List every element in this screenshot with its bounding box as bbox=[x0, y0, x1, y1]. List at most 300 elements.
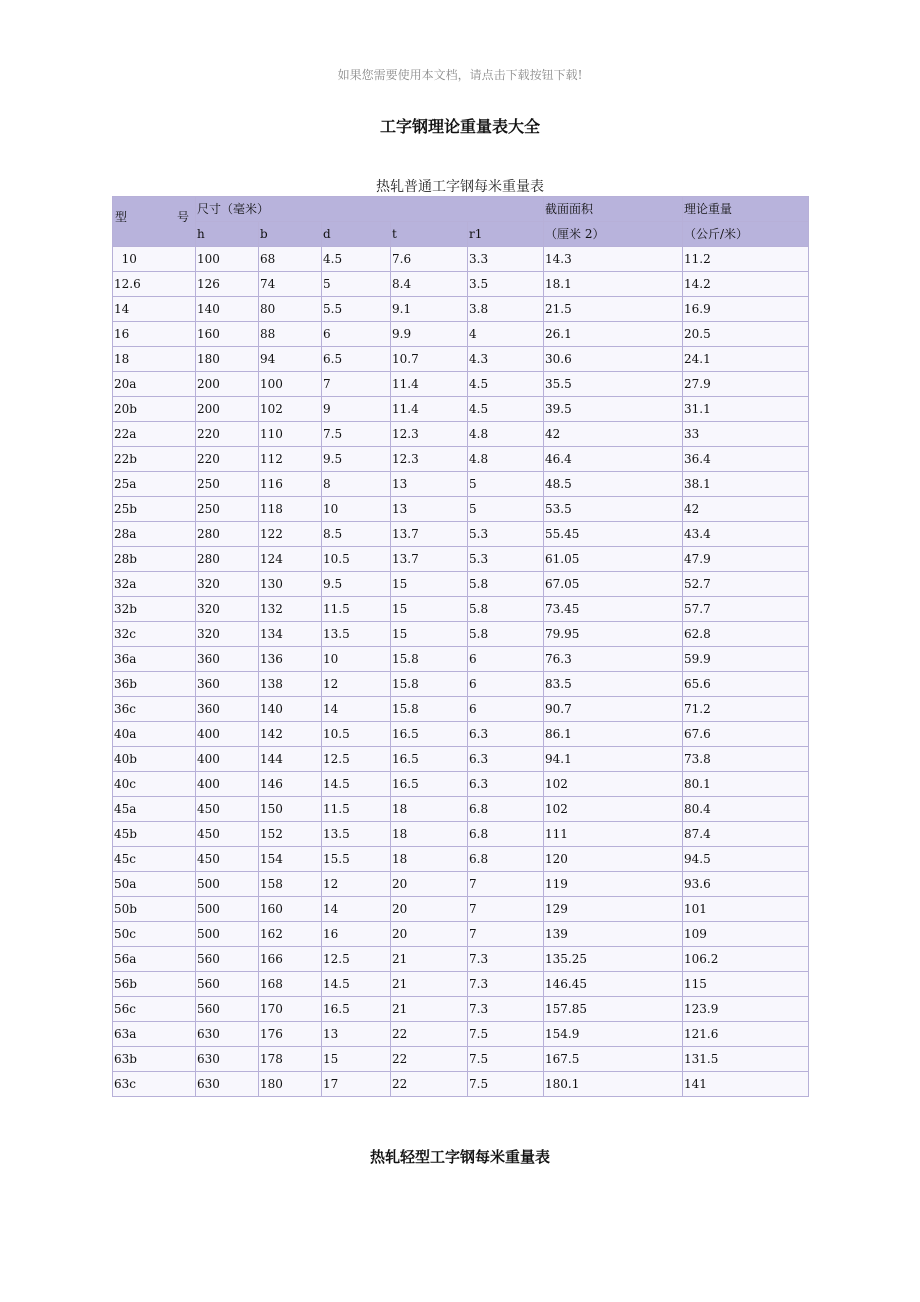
t-column-header: t bbox=[391, 222, 468, 247]
r1-cell: 4.5 bbox=[468, 397, 544, 422]
b-cell: 140 bbox=[259, 697, 322, 722]
h-cell: 500 bbox=[196, 922, 259, 947]
weight-cell: 109 bbox=[683, 922, 809, 947]
model-cell: 63a bbox=[113, 1022, 196, 1047]
model-cell: 40b bbox=[113, 747, 196, 772]
model-cell: 20a bbox=[113, 372, 196, 397]
h-cell: 160 bbox=[196, 322, 259, 347]
table-row bbox=[113, 997, 809, 1022]
t-cell: 15.8 bbox=[391, 697, 468, 722]
weight-cell: 47.9 bbox=[683, 547, 809, 572]
table-row bbox=[113, 447, 809, 472]
area-cell: 157.85 bbox=[544, 997, 683, 1022]
model-cell: 45b bbox=[113, 822, 196, 847]
h-cell: 250 bbox=[196, 497, 259, 522]
model-cell: 20b bbox=[113, 397, 196, 422]
h-cell: 126 bbox=[196, 272, 259, 297]
model-header-char-1: 型 bbox=[115, 210, 128, 224]
d-column-header: d bbox=[322, 222, 391, 247]
table-row bbox=[113, 772, 809, 797]
d-cell: 15 bbox=[322, 1047, 391, 1072]
area-cell: 90.7 bbox=[544, 697, 683, 722]
weight-cell: 94.5 bbox=[683, 847, 809, 872]
model-cell: 32b bbox=[113, 597, 196, 622]
model-cell: 32a bbox=[113, 572, 196, 597]
h-cell: 450 bbox=[196, 822, 259, 847]
r1-cell: 7.5 bbox=[468, 1072, 544, 1097]
t-cell: 13 bbox=[391, 472, 468, 497]
table-row bbox=[113, 347, 809, 372]
table-row bbox=[113, 522, 809, 547]
area-unit-header: （厘米 2） bbox=[544, 222, 683, 247]
table-row bbox=[113, 822, 809, 847]
t-cell: 13.7 bbox=[391, 547, 468, 572]
weight-cell: 27.9 bbox=[683, 372, 809, 397]
weight-cell: 20.5 bbox=[683, 322, 809, 347]
weight-cell: 115 bbox=[683, 972, 809, 997]
table-row bbox=[113, 722, 809, 747]
table-row bbox=[113, 297, 809, 322]
model-cell: 56c bbox=[113, 997, 196, 1022]
model-header-char-2: 号 bbox=[176, 210, 189, 224]
d-cell: 16 bbox=[322, 922, 391, 947]
weight-cell: 65.6 bbox=[683, 672, 809, 697]
h-cell: 450 bbox=[196, 847, 259, 872]
r1-cell: 7 bbox=[468, 922, 544, 947]
r1-cell: 5.8 bbox=[468, 597, 544, 622]
model-cell: 56b bbox=[113, 972, 196, 997]
h-cell: 280 bbox=[196, 522, 259, 547]
weight-cell: 80.4 bbox=[683, 797, 809, 822]
model-cell: 45a bbox=[113, 797, 196, 822]
area-cell: 14.3 bbox=[544, 247, 683, 272]
model-cell: 50a bbox=[113, 872, 196, 897]
model-cell: 36b bbox=[113, 672, 196, 697]
r1-cell: 7.3 bbox=[468, 997, 544, 1022]
table-row bbox=[113, 872, 809, 897]
r1-cell: 4.8 bbox=[468, 447, 544, 472]
h-cell: 220 bbox=[196, 447, 259, 472]
d-cell: 16.5 bbox=[322, 997, 391, 1022]
table-row bbox=[113, 597, 809, 622]
r1-cell: 6.3 bbox=[468, 747, 544, 772]
table-row bbox=[113, 497, 809, 522]
table-row bbox=[113, 647, 809, 672]
model-cell: 45c bbox=[113, 847, 196, 872]
weight-cell: 87.4 bbox=[683, 822, 809, 847]
r1-cell: 5 bbox=[468, 472, 544, 497]
model-cell: 40a bbox=[113, 722, 196, 747]
t-cell: 13 bbox=[391, 497, 468, 522]
t-cell: 15.8 bbox=[391, 647, 468, 672]
t-cell: 15 bbox=[391, 572, 468, 597]
h-cell: 320 bbox=[196, 572, 259, 597]
area-cell: 180.1 bbox=[544, 1072, 683, 1097]
table-row bbox=[113, 572, 809, 597]
t-cell: 15.8 bbox=[391, 672, 468, 697]
weight-cell: 73.8 bbox=[683, 747, 809, 772]
b-cell: 118 bbox=[259, 497, 322, 522]
table-row bbox=[113, 797, 809, 822]
r1-column-header: r1 bbox=[468, 222, 544, 247]
area-cell: 79.95 bbox=[544, 622, 683, 647]
b-cell: 138 bbox=[259, 672, 322, 697]
h-cell: 560 bbox=[196, 997, 259, 1022]
d-cell: 14 bbox=[322, 697, 391, 722]
weight-cell: 36.4 bbox=[683, 447, 809, 472]
table-row bbox=[113, 922, 809, 947]
area-cell: 120 bbox=[544, 847, 683, 872]
h-cell: 360 bbox=[196, 697, 259, 722]
b-cell: 136 bbox=[259, 647, 322, 672]
r1-cell: 7.5 bbox=[468, 1047, 544, 1072]
t-cell: 11.4 bbox=[391, 397, 468, 422]
h-cell: 220 bbox=[196, 422, 259, 447]
weight-header: 理论重量 bbox=[683, 197, 809, 222]
weight-cell: 52.7 bbox=[683, 572, 809, 597]
r1-cell: 7.5 bbox=[468, 1022, 544, 1047]
d-cell: 14 bbox=[322, 897, 391, 922]
d-cell: 13.5 bbox=[322, 622, 391, 647]
weight-cell: 14.2 bbox=[683, 272, 809, 297]
area-cell: 48.5 bbox=[544, 472, 683, 497]
r1-cell: 7.3 bbox=[468, 972, 544, 997]
area-header: 截面面积 bbox=[544, 197, 683, 222]
t-cell: 13.7 bbox=[391, 522, 468, 547]
h-cell: 320 bbox=[196, 597, 259, 622]
d-cell: 11.5 bbox=[322, 597, 391, 622]
d-cell: 12 bbox=[322, 872, 391, 897]
area-cell: 67.05 bbox=[544, 572, 683, 597]
d-cell: 15.5 bbox=[322, 847, 391, 872]
weight-cell: 93.6 bbox=[683, 872, 809, 897]
area-cell: 139 bbox=[544, 922, 683, 947]
b-cell: 176 bbox=[259, 1022, 322, 1047]
area-cell: 111 bbox=[544, 822, 683, 847]
weight-cell: 38.1 bbox=[683, 472, 809, 497]
r1-cell: 7.3 bbox=[468, 947, 544, 972]
model-cell: 40c bbox=[113, 772, 196, 797]
d-cell: 5 bbox=[322, 272, 391, 297]
h-cell: 500 bbox=[196, 897, 259, 922]
area-cell: 102 bbox=[544, 797, 683, 822]
weight-cell: 57.7 bbox=[683, 597, 809, 622]
table-caption: 热轧普通工字钢每米重量表 bbox=[376, 179, 544, 195]
size-group-header: 尺寸（毫米） bbox=[196, 197, 544, 222]
d-cell: 10 bbox=[322, 497, 391, 522]
b-cell: 154 bbox=[259, 847, 322, 872]
h-cell: 630 bbox=[196, 1022, 259, 1047]
weight-cell: 11.2 bbox=[683, 247, 809, 272]
d-cell: 14.5 bbox=[322, 972, 391, 997]
h-cell: 320 bbox=[196, 622, 259, 647]
t-cell: 22 bbox=[391, 1047, 468, 1072]
area-cell: 154.9 bbox=[544, 1022, 683, 1047]
b-cell: 168 bbox=[259, 972, 322, 997]
d-cell: 8.5 bbox=[322, 522, 391, 547]
area-cell: 18.1 bbox=[544, 272, 683, 297]
h-cell: 630 bbox=[196, 1047, 259, 1072]
area-cell: 61.05 bbox=[544, 547, 683, 572]
r1-cell: 6 bbox=[468, 672, 544, 697]
t-cell: 12.3 bbox=[391, 447, 468, 472]
h-cell: 200 bbox=[196, 397, 259, 422]
r1-cell: 5 bbox=[468, 497, 544, 522]
b-cell: 142 bbox=[259, 722, 322, 747]
table-row bbox=[113, 422, 809, 447]
h-cell: 400 bbox=[196, 722, 259, 747]
weight-cell: 106.2 bbox=[683, 947, 809, 972]
b-column-header: b bbox=[259, 222, 322, 247]
b-cell: 88 bbox=[259, 322, 322, 347]
model-cell: 22a bbox=[113, 422, 196, 447]
weight-cell: 31.1 bbox=[683, 397, 809, 422]
t-cell: 20 bbox=[391, 922, 468, 947]
h-cell: 280 bbox=[196, 547, 259, 572]
d-cell: 9.5 bbox=[322, 447, 391, 472]
h-cell: 360 bbox=[196, 672, 259, 697]
d-cell: 7.5 bbox=[322, 422, 391, 447]
t-cell: 15 bbox=[391, 622, 468, 647]
b-cell: 102 bbox=[259, 397, 322, 422]
h-cell: 500 bbox=[196, 872, 259, 897]
b-cell: 100 bbox=[259, 372, 322, 397]
h-cell: 630 bbox=[196, 1072, 259, 1097]
document-title: 工字钢理论重量表大全 bbox=[379, 117, 540, 136]
b-cell: 80 bbox=[259, 297, 322, 322]
b-cell: 144 bbox=[259, 747, 322, 772]
weight-cell: 33 bbox=[683, 422, 809, 447]
b-cell: 112 bbox=[259, 447, 322, 472]
model-cell: 25b bbox=[113, 497, 196, 522]
d-cell: 4.5 bbox=[322, 247, 391, 272]
area-cell: 94.1 bbox=[544, 747, 683, 772]
r1-cell: 5.3 bbox=[468, 522, 544, 547]
area-cell: 46.4 bbox=[544, 447, 683, 472]
table-row bbox=[113, 897, 809, 922]
b-cell: 132 bbox=[259, 597, 322, 622]
h-cell: 250 bbox=[196, 472, 259, 497]
area-cell: 53.5 bbox=[544, 497, 683, 522]
d-cell: 5.5 bbox=[322, 297, 391, 322]
area-cell: 83.5 bbox=[544, 672, 683, 697]
b-cell: 68 bbox=[259, 247, 322, 272]
r1-cell: 7 bbox=[468, 872, 544, 897]
model-cell: 50b bbox=[113, 897, 196, 922]
r1-cell: 6.8 bbox=[468, 797, 544, 822]
weight-cell: 123.9 bbox=[683, 997, 809, 1022]
r1-cell: 7 bbox=[468, 897, 544, 922]
model-cell: 50c bbox=[113, 922, 196, 947]
model-cell: 22b bbox=[113, 447, 196, 472]
d-cell: 9 bbox=[322, 397, 391, 422]
b-cell: 160 bbox=[259, 897, 322, 922]
model-cell: 56a bbox=[113, 947, 196, 972]
weight-cell: 43.4 bbox=[683, 522, 809, 547]
r1-cell: 6 bbox=[468, 697, 544, 722]
weight-table bbox=[112, 196, 809, 1097]
download-notice: 如果您需要使用本文档，请点击下载按钮下载! bbox=[337, 68, 583, 82]
weight-cell: 101 bbox=[683, 897, 809, 922]
area-cell: 30.6 bbox=[544, 347, 683, 372]
model-cell: 25a bbox=[113, 472, 196, 497]
d-cell: 12 bbox=[322, 672, 391, 697]
t-cell: 21 bbox=[391, 947, 468, 972]
b-cell: 162 bbox=[259, 922, 322, 947]
r1-cell: 3.5 bbox=[468, 272, 544, 297]
h-cell: 450 bbox=[196, 797, 259, 822]
b-cell: 116 bbox=[259, 472, 322, 497]
area-cell: 102 bbox=[544, 772, 683, 797]
table-row bbox=[113, 322, 809, 347]
h-cell: 560 bbox=[196, 972, 259, 997]
b-cell: 180 bbox=[259, 1072, 322, 1097]
model-cell: 18 bbox=[113, 347, 196, 372]
model-cell: 14 bbox=[113, 297, 196, 322]
d-cell: 13 bbox=[322, 1022, 391, 1047]
area-cell: 119 bbox=[544, 872, 683, 897]
t-cell: 20 bbox=[391, 897, 468, 922]
area-cell: 73.45 bbox=[544, 597, 683, 622]
b-cell: 110 bbox=[259, 422, 322, 447]
table-row bbox=[113, 547, 809, 572]
weight-cell: 42 bbox=[683, 497, 809, 522]
table-row bbox=[113, 372, 809, 397]
area-cell: 21.5 bbox=[544, 297, 683, 322]
area-cell: 35.5 bbox=[544, 372, 683, 397]
d-cell: 12.5 bbox=[322, 947, 391, 972]
weight-cell: 71.2 bbox=[683, 697, 809, 722]
t-cell: 10.7 bbox=[391, 347, 468, 372]
section-title-light-beams: 热轧轻型工字钢每米重量表 bbox=[369, 1148, 550, 1166]
table-row bbox=[113, 272, 809, 297]
t-cell: 16.5 bbox=[391, 747, 468, 772]
b-cell: 170 bbox=[259, 997, 322, 1022]
area-cell: 55.45 bbox=[544, 522, 683, 547]
b-cell: 146 bbox=[259, 772, 322, 797]
t-cell: 20 bbox=[391, 872, 468, 897]
area-cell: 167.5 bbox=[544, 1047, 683, 1072]
d-cell: 6.5 bbox=[322, 347, 391, 372]
r1-cell: 6.3 bbox=[468, 772, 544, 797]
d-cell: 10.5 bbox=[322, 722, 391, 747]
table-row bbox=[113, 697, 809, 722]
b-cell: 94 bbox=[259, 347, 322, 372]
b-cell: 178 bbox=[259, 1047, 322, 1072]
h-column-header: h bbox=[196, 222, 259, 247]
model-cell: 28b bbox=[113, 547, 196, 572]
model-cell: 63b bbox=[113, 1047, 196, 1072]
t-cell: 18 bbox=[391, 847, 468, 872]
model-cell: 36c bbox=[113, 697, 196, 722]
model-cell: 16 bbox=[113, 322, 196, 347]
area-cell: 135.25 bbox=[544, 947, 683, 972]
h-cell: 560 bbox=[196, 947, 259, 972]
b-cell: 134 bbox=[259, 622, 322, 647]
r1-cell: 5.8 bbox=[468, 572, 544, 597]
h-cell: 100 bbox=[196, 247, 259, 272]
r1-cell: 5.3 bbox=[468, 547, 544, 572]
b-cell: 150 bbox=[259, 797, 322, 822]
table-row bbox=[113, 747, 809, 772]
d-cell: 8 bbox=[322, 472, 391, 497]
t-cell: 18 bbox=[391, 822, 468, 847]
area-cell: 76.3 bbox=[544, 647, 683, 672]
t-cell: 16.5 bbox=[391, 772, 468, 797]
model-cell: 10 bbox=[113, 247, 196, 272]
weight-cell: 80.1 bbox=[683, 772, 809, 797]
area-cell: 26.1 bbox=[544, 322, 683, 347]
d-cell: 7 bbox=[322, 372, 391, 397]
weight-cell: 121.6 bbox=[683, 1022, 809, 1047]
table-row bbox=[113, 472, 809, 497]
table-row bbox=[113, 947, 809, 972]
d-cell: 6 bbox=[322, 322, 391, 347]
weight-cell: 16.9 bbox=[683, 297, 809, 322]
h-cell: 400 bbox=[196, 747, 259, 772]
r1-cell: 6.8 bbox=[468, 847, 544, 872]
r1-cell: 4 bbox=[468, 322, 544, 347]
model-cell: 63c bbox=[113, 1072, 196, 1097]
weight-cell: 67.6 bbox=[683, 722, 809, 747]
h-cell: 360 bbox=[196, 647, 259, 672]
area-cell: 146.45 bbox=[544, 972, 683, 997]
t-cell: 21 bbox=[391, 972, 468, 997]
d-cell: 12.5 bbox=[322, 747, 391, 772]
b-cell: 130 bbox=[259, 572, 322, 597]
t-cell: 22 bbox=[391, 1072, 468, 1097]
r1-cell: 6.8 bbox=[468, 822, 544, 847]
r1-cell: 3.3 bbox=[468, 247, 544, 272]
t-cell: 9.9 bbox=[391, 322, 468, 347]
table-body bbox=[113, 247, 809, 1097]
d-cell: 9.5 bbox=[322, 572, 391, 597]
model-cell: 36a bbox=[113, 647, 196, 672]
table-row bbox=[113, 622, 809, 647]
r1-cell: 4.8 bbox=[468, 422, 544, 447]
t-cell: 9.1 bbox=[391, 297, 468, 322]
t-cell: 21 bbox=[391, 997, 468, 1022]
table-row bbox=[113, 247, 809, 272]
r1-cell: 6.3 bbox=[468, 722, 544, 747]
table-row bbox=[113, 1022, 809, 1047]
weight-cell: 24.1 bbox=[683, 347, 809, 372]
area-cell: 86.1 bbox=[544, 722, 683, 747]
t-cell: 22 bbox=[391, 1022, 468, 1047]
t-cell: 16.5 bbox=[391, 722, 468, 747]
d-cell: 14.5 bbox=[322, 772, 391, 797]
t-cell: 8.4 bbox=[391, 272, 468, 297]
b-cell: 152 bbox=[259, 822, 322, 847]
h-cell: 200 bbox=[196, 372, 259, 397]
t-cell: 15 bbox=[391, 597, 468, 622]
d-cell: 10 bbox=[322, 647, 391, 672]
weight-cell: 62.8 bbox=[683, 622, 809, 647]
r1-cell: 3.8 bbox=[468, 297, 544, 322]
table-row bbox=[113, 1072, 809, 1097]
d-cell: 11.5 bbox=[322, 797, 391, 822]
table-row bbox=[113, 397, 809, 422]
area-cell: 39.5 bbox=[544, 397, 683, 422]
b-cell: 122 bbox=[259, 522, 322, 547]
weight-cell: 59.9 bbox=[683, 647, 809, 672]
r1-cell: 4.3 bbox=[468, 347, 544, 372]
t-cell: 11.4 bbox=[391, 372, 468, 397]
b-cell: 158 bbox=[259, 872, 322, 897]
d-cell: 17 bbox=[322, 1072, 391, 1097]
table-row bbox=[113, 1047, 809, 1072]
table-row bbox=[113, 847, 809, 872]
